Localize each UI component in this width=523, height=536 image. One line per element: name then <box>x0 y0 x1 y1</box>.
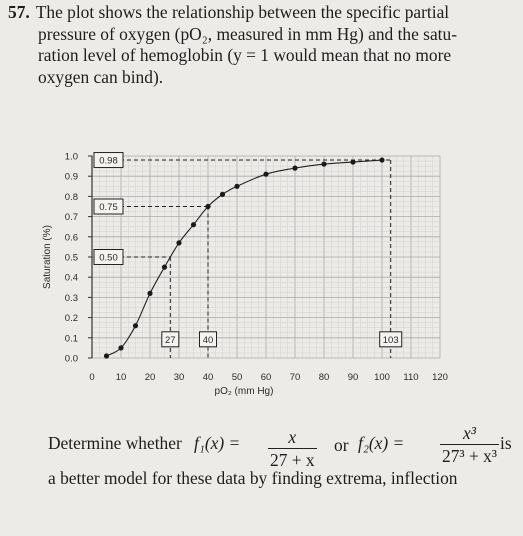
y-tick-label: 0.7 <box>64 212 78 224</box>
problem-line-2: pressure of oxygen (pO₂, measured in mm Hg) and the satu- <box>38 23 457 44</box>
problem-statement <box>8 2 514 88</box>
y-tick-label: 0.1 <box>64 333 78 345</box>
data-point <box>176 240 181 245</box>
annotation-label: 0.50 <box>99 252 118 264</box>
f2-numerator: x³ <box>440 422 499 445</box>
annotation-label: 0.75 <box>99 202 118 213</box>
f1-numerator: x <box>268 426 317 449</box>
f1-denominator: 27 + x <box>270 450 315 470</box>
annotation-label: 27 <box>165 334 176 346</box>
x-tick-label: 30 <box>173 372 185 383</box>
x-axis-label: pO₂ (mm Hg) <box>214 386 274 397</box>
x-tick-label: 40 <box>202 372 214 383</box>
is-word: is <box>500 433 512 453</box>
problem-number: 57. <box>8 2 30 22</box>
f1-label: f₁(x) = <box>194 433 241 453</box>
x-tick-label: 20 <box>144 372 156 383</box>
data-point <box>350 159 355 164</box>
data-point <box>191 222 196 227</box>
y-tick-label: 0.6 <box>64 232 78 244</box>
question-line-2: a better model for these data by finding extrema, inflection <box>48 468 458 488</box>
y-tick-label: 1.0 <box>64 151 78 163</box>
data-point <box>292 166 297 171</box>
f2-fraction <box>440 422 499 467</box>
x-tick-label: 60 <box>260 372 272 383</box>
x-tick-label: 10 <box>115 372 127 383</box>
data-point <box>220 192 225 197</box>
annotation-label: 40 <box>202 334 214 346</box>
annotation-label: 103 <box>382 334 399 346</box>
data-point <box>147 291 152 296</box>
or-word: or <box>334 435 349 455</box>
problem-line-4: oxygen can bind). <box>38 66 164 87</box>
data-point <box>321 161 326 166</box>
y-tick-label: 0.8 <box>64 191 78 203</box>
x-tick-label: 50 <box>231 372 243 383</box>
y-axis-label: Saturation (%) <box>42 225 53 289</box>
data-point <box>234 184 239 189</box>
annotation-label: 0.98 <box>99 155 118 167</box>
x-tick-label: 110 <box>403 372 419 383</box>
y-tick-label: 0.3 <box>64 292 78 304</box>
saturation-chart <box>0 138 523 408</box>
x-tick-label: 0 <box>89 372 95 383</box>
data-point <box>118 345 123 350</box>
data-point <box>162 265 167 270</box>
problem-line-3: ration level of hemoglobin (y = 1 would mean that no more <box>38 45 452 65</box>
data-point <box>263 172 268 177</box>
x-tick-label: 120 <box>432 372 448 383</box>
data-point <box>133 323 138 328</box>
problem-line-1: 57. The plot shows the relationship between the specific partial <box>8 2 450 22</box>
y-tick-label: 0.5 <box>64 252 78 264</box>
f1-fraction <box>268 426 317 471</box>
y-tick-label: 0.2 <box>64 313 78 325</box>
y-tick-label: 0.9 <box>64 171 78 183</box>
data-point <box>104 353 109 358</box>
data-point <box>205 204 210 209</box>
y-tick-label: 0.0 <box>64 353 78 365</box>
question-prefix: Determine whether <box>48 433 182 453</box>
x-tick-label: 70 <box>289 372 301 383</box>
x-tick-label: 90 <box>347 372 359 383</box>
x-tick-label: 80 <box>318 372 330 383</box>
data-point <box>379 157 384 162</box>
f2-denominator: 27³ + x³ <box>442 446 498 466</box>
y-tick-label: 0.4 <box>64 272 78 284</box>
x-tick-label: 100 <box>374 372 390 383</box>
f2-label: f₂(x) = <box>358 433 405 453</box>
